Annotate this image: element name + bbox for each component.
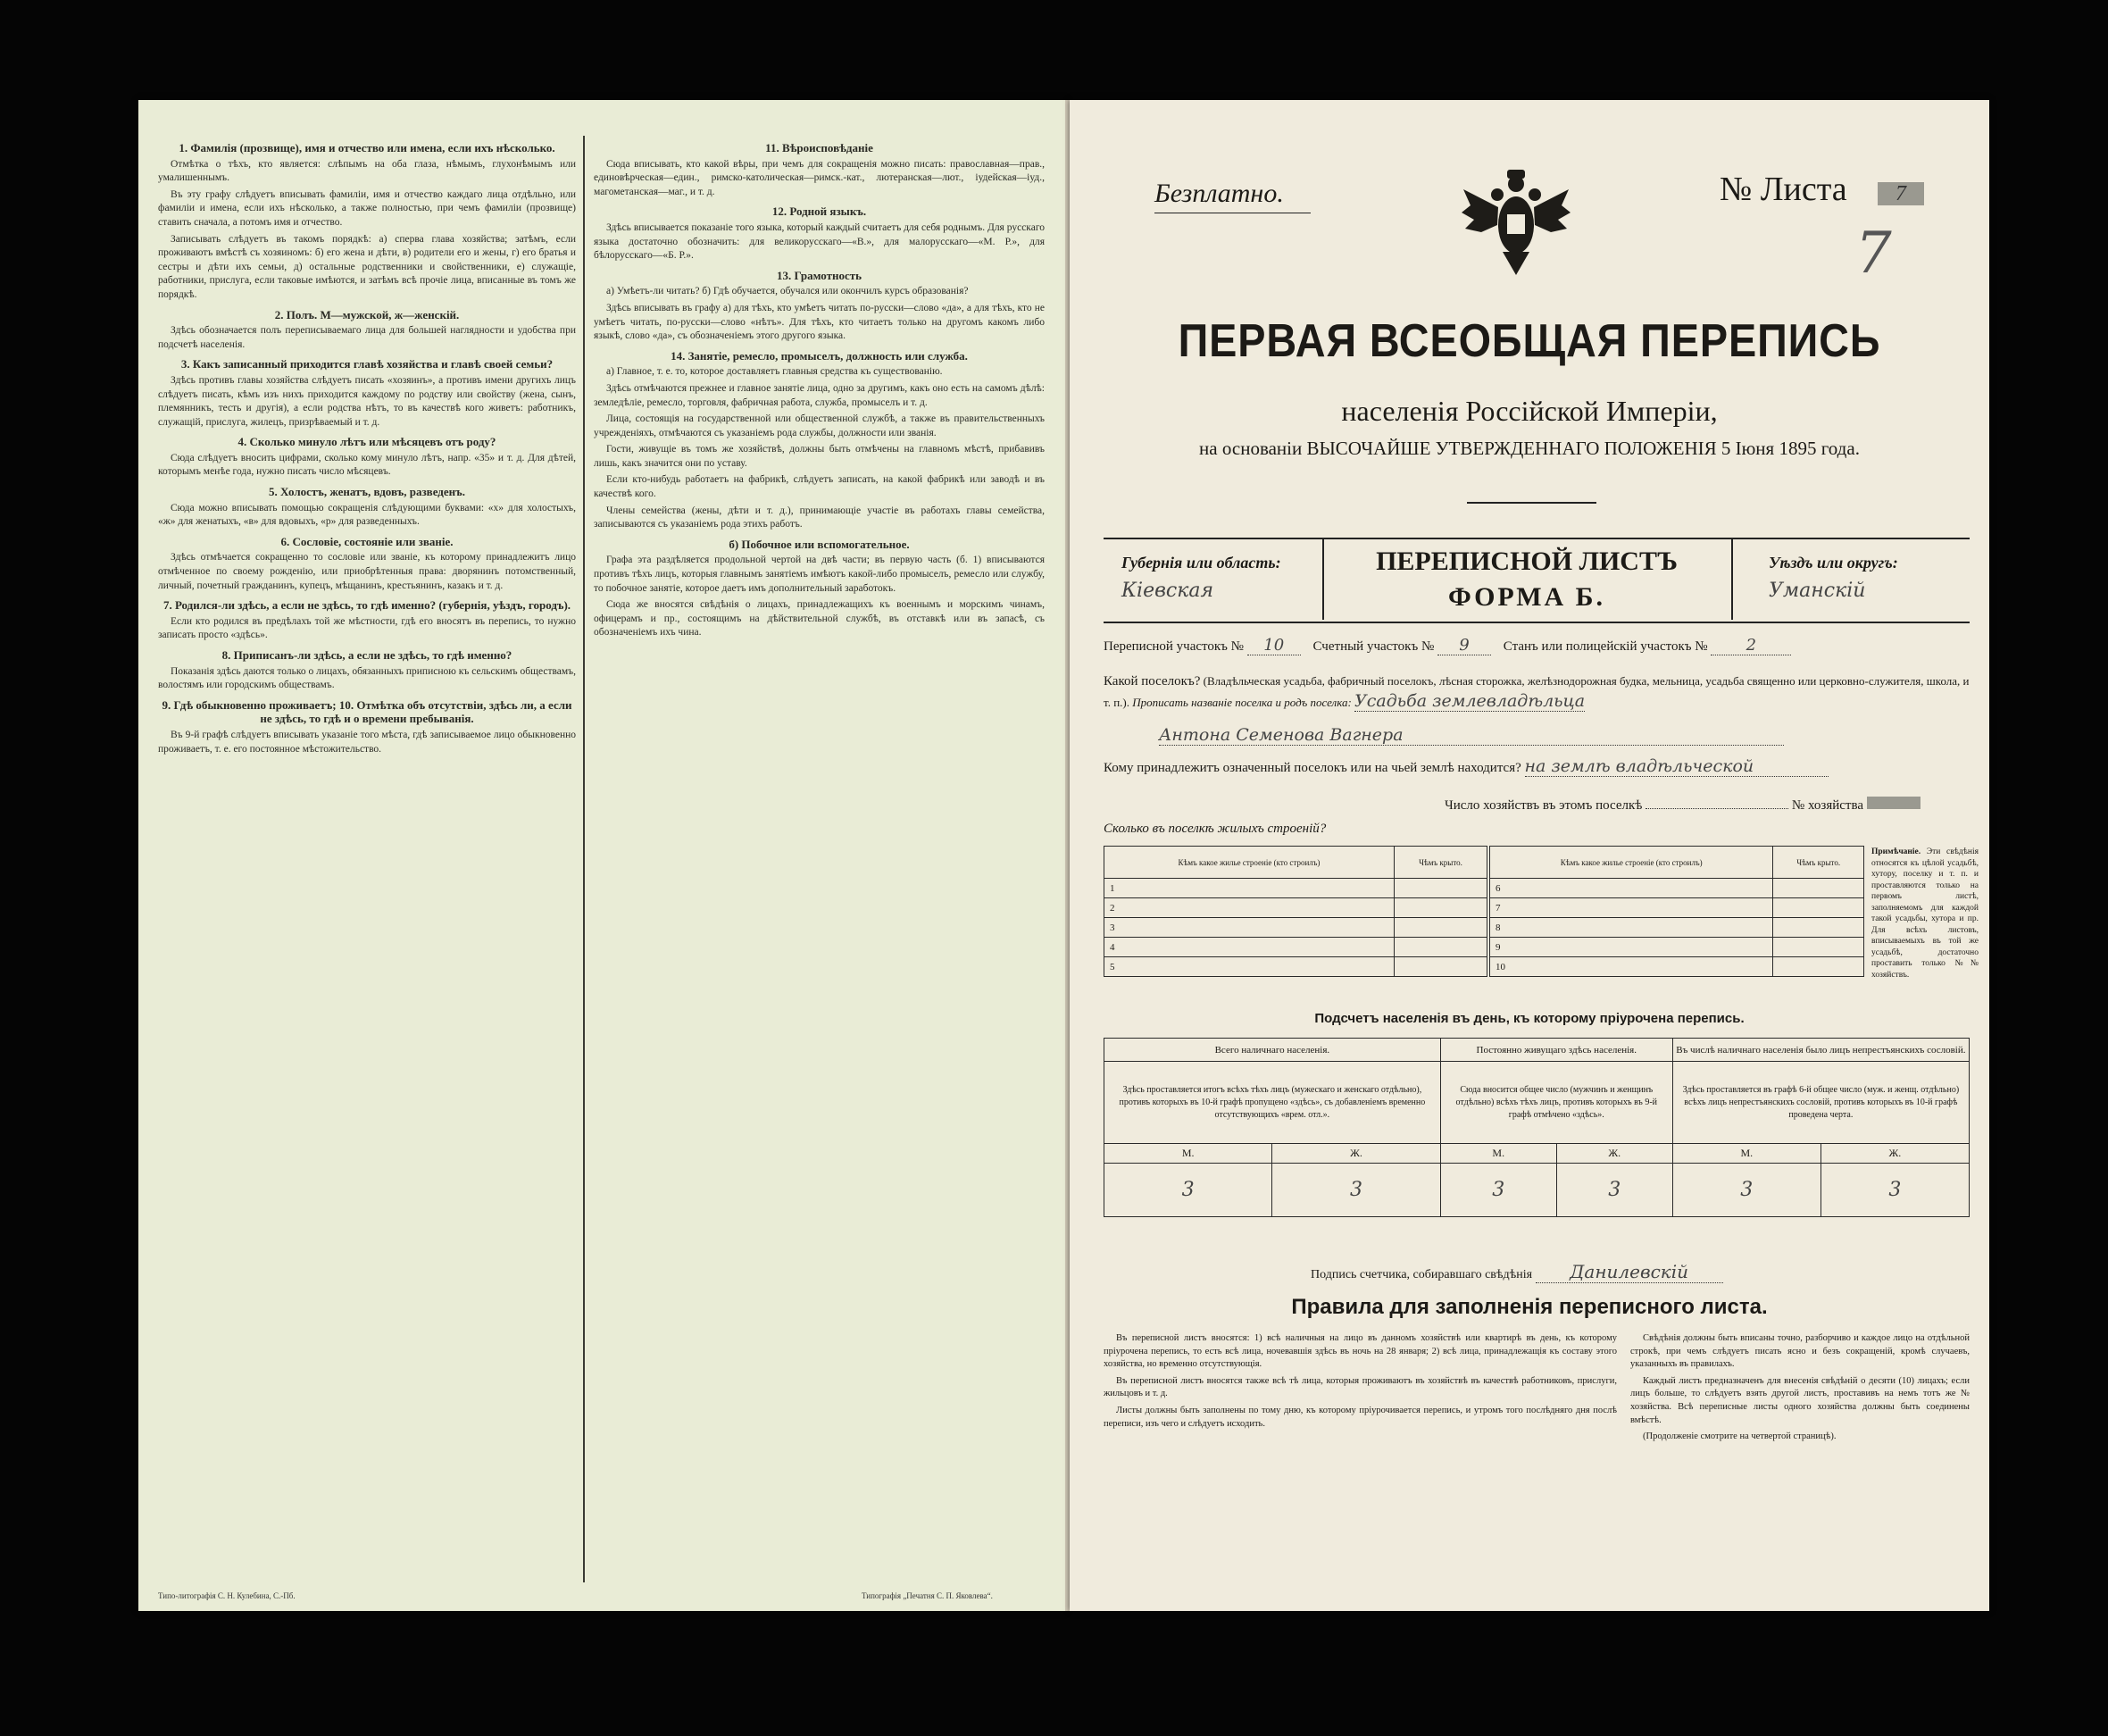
form-title: ПЕРЕПИСНОЙ ЛИСТЪ [1376,547,1678,576]
form-title-box [1322,538,1731,620]
instruction-paragraph: Здѣсь обозначается полъ переписываемаго лица для большей наглядности и удобства при подсчетѣ населенія. [158,325,576,350]
instruction-heading: 5. Холостъ, женатъ, вдовъ, разведенъ. [269,485,465,499]
buildings-row-num: 10 [1490,957,1773,977]
rules-title: Правила для заполненія переписного листа. [1291,1295,1768,1319]
column-divider [583,136,585,1582]
form-name: ФОРМА Б. [1447,582,1606,612]
uezd-label: Уѣздъ или округъ: [1769,554,1898,572]
instruction-heading: 13. Грамотность [776,268,862,282]
buildings-title: Сколько въ поселкѣ жилыхъ строеній? [1104,822,1327,836]
instruction-paragraph: Въ эту графу слѣдуетъ вписывать фамиліи, имя и отчество каждаго лица отдѣльно, или фамиліи и имена, если ихъ нѣсколько, а также полностью, при чемъ фамиліи (прозвище) ставить сначала, а потомъ имя и отчество. [158,188,576,228]
note-label: Примѣчаніе. [1871,847,1921,856]
buildings-row-num: 9 [1490,938,1773,957]
tally-zh-label: Ж. [1272,1144,1440,1164]
instructions-column-1 [158,136,576,759]
instruction-paragraph: Если кто-нибудь работаетъ на фабрикѣ, слѣдуетъ записать, на какой фабрикѣ или заводѣ и въ качествѣ кого. [594,474,1045,500]
instruction-heading: 3. Какъ записанный приходится главѣ хозяйства и главѣ своей семьи? [180,357,554,371]
buildings-row-num: 5 [1104,957,1395,977]
tally-value: 3 [1272,1164,1440,1217]
instruction-paragraph: Сюда же вносятся свѣдѣнія о лицахъ, принадлежащихъ къ военнымъ и морскимъ чинамъ, офицерамъ и пр., состоящимъ на дѣйствительной службѣ, въ отставкѣ или въ запасѣ, съ обозначеніемъ ихъ чина. [594,599,1045,638]
instruction-paragraph: Показанія здѣсь даются только о лицахъ, обязанныхъ приписною къ сельскимъ обществамъ, волостямъ или городскимъ обществамъ. [158,665,576,691]
buildings-row-num: 7 [1490,898,1773,918]
instruction-heading: 8. Приписанъ-ли здѣсь, а если не здѣсь, то гдѣ именно? [221,648,512,662]
owner-label: Кому принадлежитъ означенный поселокъ или на чьей землѣ находится? [1104,761,1521,775]
instruction-heading: 11. Вѣроисповѣданіе [765,141,873,154]
instructions-column-2 [594,136,1045,643]
tally-desc-nonpeasant: Здѣсь проставляется въ графѣ 6-й общее число (муж. и женщ. отдѣльно) всѣхъ лицъ непрестъянскихъ сословій, противъ которыхъ въ 10-й графѣ проведена черта. [1672,1062,1969,1144]
census-form-page [1070,100,1989,1611]
owner-value: на землѣ владѣльческой [1525,756,1829,777]
buildings-row-num: 4 [1104,938,1395,957]
instruction-paragraph: Здѣсь противъ главы хозяйства слѣдуетъ писать «хозяинъ», а противъ имени другихъ лицъ слѣдуетъ писать, кѣмъ изъ нихъ приходится каждому по родству или свойству (жена, сынъ, племянникъ, тесть и другія), а если родства нѣтъ, то въ качествѣ кого живетъ: работникъ, служащій, прислуга, жилецъ, призрѣваемый и т. д. [158,374,576,428]
instruction-paragraph: Въ 9-й графѣ слѣдуетъ вписывать указаніе того мѣста, гдѣ записываемое лицо обыкновенно проживаетъ, т. е. его постоянное мѣстожительство. [158,729,576,755]
tally-table [1104,1038,1970,1217]
buildings-row-num: 3 [1104,918,1395,938]
schetny-label: Счетный участокъ № [1312,639,1435,654]
rules-paragraph: Въ переписной листъ вносятся: 1) всѣ наличныя на лицо въ данномъ хозяйствѣ или квартирѣ въ день, къ которому пріурочена перепись, то есть всѣ лица, ночевавшія здѣсь въ ночь на 28 января; 2) всѣ лица, принадлежащія къ составу этого хозяйства, но временно отсутствующія. [1104,1333,1617,1370]
instruction-paragraph: Записывать слѣдуетъ въ такомъ порядкѣ: а) сперва глава хозяйства; затѣмъ, если проживаютъ вмѣстѣ съ хозяиномъ: б) его жена и дѣти, в) родители его и жены, г) его братья и сестры и дѣти ихъ семьи, д) остальные родственники и свойственники, е) служащіе, работники, прислуга, если таковые имѣются, и затѣмъ всѣ прочіе лица, вписанные въ томъ же порядкѣ. [158,233,576,300]
instruction-paragraph: Здѣсь вписывать въ графу а) для тѣхъ, кто умѣетъ читать по-русски—слово «да», а для тѣхъ, кто не умѣетъ читать, по-русски—слово «нѣтъ». Для тѣхъ, кто читаетъ только на другомъ какомъ либо языкѣ, слово «да», съ обозначеніемъ этого другого языка. [594,302,1045,342]
instruction-paragraph: Сюда можно вписывать помощью сокращенія слѣдующими буквами: «х» для холостыхъ, «ж» для женатыхъ, «в» для вдовыхъ, «р» для разведенныхъ. [158,502,576,528]
left-page-instructions [138,100,1067,1611]
buildings-row-num: 8 [1490,918,1773,938]
rules-paragraph: Каждый листъ предназначенъ для внесенія свѣдѣній о десяти (10) лицахъ; если лицъ больше, то слѣдуетъ взять другой листъ, проставивъ на немъ тотъ же № хозяйства. Всѣ переписные листы одного хозяйства должны быть соединены вмѣстѣ. [1630,1375,1970,1425]
uezd-value: Уманскій [1769,580,1866,602]
household-no-label: № хозяйства [1791,798,1864,813]
instruction-paragraph: Здѣсь вписывается показаніе того языка, который каждый считаетъ для себя роднымъ. Для русскаго языка достаточно обозначить: для великорусскаго—«В.», для малорусскаго—«М. Р.», для бѣлорусскаго—«Б. Р.». [594,221,1045,262]
tally-m-label: М. [1440,1144,1556,1164]
instruction-paragraph: а) Умѣетъ-ли читать? б) Гдѣ обучается, обучался или окончилъ курсъ образованія? [606,286,969,297]
instruction-paragraph: Графа эта раздѣляется продольной чертой на двѣ части; въ первую часть (б. 1) вписываются противъ тѣхъ лицъ, которыя главнымъ занятіемъ имѣютъ какой-либо промыселъ, ремесло или службу, то побочное занятіе, которое даетъ имъ дополнительный заработокъ. [594,555,1045,594]
note-text: Эти свѣдѣнія относятся къ цѣлой усадьбѣ, хутору, поселку и т. п. и проставляются только на первомъ листѣ, заполняемомъ для каждой такой усадьбы, хутора и пр. Для всѣхъ листовъ, вписываемыхъ въ той же усадьбѣ, достаточно проставить только №№ хозяйствъ. [1871,847,1979,980]
rules-paragraph: (Продолженіе смотрите на четвертой страницѣ). [1643,1431,1837,1442]
tally-value: 3 [1104,1164,1272,1217]
instruction-paragraph: Здѣсь отмѣчаются прежнее и главное занятіе лица, одно за другимъ, какъ оно есть на самомъ дѣлѣ: земледѣліе, ремесло, торговля, фабричная работа, служба, промыселъ и т. д. [594,382,1045,408]
instruction-paragraph: а) Главное, т. е. то, которое доставляетъ главныя средства къ существованію. [606,366,943,378]
gubernia-label: Губернія или область: [1121,554,1281,572]
tally-m-label: М. [1672,1144,1821,1164]
signature-label: Подпись счетчика, собиравшаго свѣдѣнія [1311,1268,1533,1281]
imperial-eagle-emblem [1458,163,1574,279]
sheet-number-label: № Листа [1720,171,1847,208]
rules-column-1 [1104,1332,1617,1434]
stan-label: Станъ или полицейскій участокъ № [1503,639,1708,654]
buildings-table-right [1489,846,1864,977]
buildings-row-num: 6 [1490,879,1773,898]
buildings-row-num: 1 [1104,879,1395,898]
settlement-block [1104,672,1970,713]
instruction-heading: 4. Сколько минуло лѣтъ или мѣсяцевъ отъ роду? [237,435,496,449]
instruction-heading: 12. Родной языкъ. [771,204,867,219]
rules-paragraph: Свѣдѣнія должны быть вписаны точно, разборчиво и каждое лицо на отдѣльной строкѣ, при чемъ слѣдуетъ писать ясно и безъ сокращеній, кромѣ случаевъ, указанныхъ въ правилахъ. [1630,1333,1970,1370]
gubernia-box [1104,538,1324,620]
instruction-heading: 7. Родился-ли здѣсь, а если не здѣсь, то гдѣ именно? (губернія, уѣздъ, городъ). [162,598,571,613]
uchastok-label: Переписной участокъ № [1104,639,1244,654]
instruction-paragraph: Лица, состоящія на государственной или общественной службѣ, а также въ правительственныхъ учрежденіяхъ, отмѣчаются съ указаніемъ рода службы, должности или званія. [594,413,1045,438]
instruction-paragraph: Отмѣтка о тѣхъ, кто является: слѣпымъ на оба глаза, нѣмымъ, глухонѣмымъ или умалишеннымъ. [158,158,576,184]
free-label: Безплатно. [1154,179,1284,208]
owner-line [1104,756,1970,777]
instruction-paragraph: Сюда слѣдуетъ вносить цифрами, сколько кому минуло лѣтъ, напр. «35» и т. д. Для дѣтей, которымъ менѣе года, нужно писать число мѣсяцевъ. [158,452,576,478]
buildings-head-c: Кѣмъ какое жилье строеніе (кто строилъ) [1490,847,1773,879]
posyolok-hint: (Владѣльческая усадьба, фабричный поселокъ, лѣсная сторожка, желѣзнодорожная будка, мельница, усадьба священно или церковно-служителя, школа, и т. п.). [1104,674,1970,709]
posyolok-hint2: Прописать названіе поселка и родъ поселка: [1132,696,1352,709]
posyolok-value: Усадьба землевладѣльца [1354,691,1586,711]
tally-zh-label: Ж. [1556,1144,1672,1164]
tally-head-total: Всего наличнаго населенія. [1104,1039,1441,1062]
instruction-heading: 9. Гдѣ обыкновенно проживаетъ; 10. Отмѣтка объ отсутствіи, здѣсь ли, а если не здѣсь, то гдѣ и о времени пребыванія. [162,697,572,726]
uchastok-value: 10 [1247,636,1301,655]
schetny-value: 9 [1437,636,1491,655]
buildings-table-left [1104,846,1487,977]
printer-imprint-right: Типографія „Печатня С. П. Яковлева“. [862,1591,993,1600]
posyolok-label: Какой поселокъ? [1104,674,1201,689]
households-line [1445,797,1971,814]
instruction-paragraph: Здѣсь отмѣчается сокращенно то сословіе или званіе, къ которому принадлежитъ лицо отмѣченное по своему рожденію, или приобрѣтенныя права: дворянинъ потомственный, личный, почетный гражданинъ, купецъ, мѣщанинъ, крестьянинъ, казакъ и т. д. [158,552,576,591]
tally-value: 3 [1440,1164,1556,1217]
buildings-note [1871,847,1979,981]
stan-value: 2 [1711,636,1791,655]
buildings-row-num: 2 [1104,898,1395,918]
tally-value: 3 [1821,1164,1969,1217]
precinct-line [1104,636,1970,655]
signature-line [1311,1261,1723,1283]
rules-column-2 [1630,1332,1970,1448]
households-value-field [1646,808,1788,809]
instruction-heading: б) Побочное или вспомогательное. [729,537,910,551]
signature-value: Данилевскій [1536,1261,1723,1283]
tally-desc-permanent: Сюда вносится общее число (мужчинъ и женщинъ отдѣльно) всѣхъ тѣхъ лицъ, противъ которыхъ въ 9-й графѣ отмѣчено «здѣсь». [1440,1062,1672,1144]
form-subtitle: населенія Россійской Имперіи, [1341,395,1718,427]
tally-value: 3 [1556,1164,1672,1217]
uezd-box [1731,538,1971,620]
instruction-paragraph: Если кто родился въ предѣлахъ той же мѣстности, гдѣ его вносятъ въ перепись, то нужно записать просто «здѣсь». [158,615,576,641]
tally-head-permanent: Постоянно живущаго здѣсь населенія. [1440,1039,1672,1062]
buildings-head-a: Кѣмъ какое жилье строеніе (кто строилъ) [1104,847,1395,879]
title-rule [1467,502,1596,504]
instruction-paragraph: Гости, живущіе въ томъ же хозяйствѣ, должны быть отмѣчены на главномъ мѣстѣ, прибавивъ лишь, какъ значится они по уставу. [594,444,1045,469]
tally-head-nonpeasant: Въ числѣ наличнаго населенія было лицъ непрестъянскихъ сословій. [1672,1039,1969,1062]
sheet-number-value: 7 [1878,182,1924,205]
tally-value: 3 [1672,1164,1821,1217]
rules-paragraph: Листы должны быть заполнены по тому дню, къ которому пріурочивается перепись, и утромъ того послѣдняго дня послѣ переписи, изъ чего и слѣдуетъ исходить. [1104,1405,1617,1429]
rules-paragraph: Въ переписной листъ вносятся также всѣ тѣ лица, которыя проживаютъ въ хозяйствѣ въ качествѣ работниковъ, прислуги, жильцовъ и т. д. [1104,1375,1617,1399]
form-main-title: ПЕРВАЯ ВСЕОБЩАЯ ПЕРЕПИСЬ [1178,315,1881,367]
instruction-paragraph: Сюда вписывать, кто какой вѣры, при чемъ для сокращенія можно писать: православная—прав., единовѣрческая—един., римско-католическая—римск.-кат., лютеранская—лют., іудейская—іуд., магометанская—маг., и т. д. [594,158,1045,197]
tally-zh-label: Ж. [1821,1144,1969,1164]
household-no-stamp [1867,797,1921,809]
instruction-heading: 2. Полъ. М—мужской, ж—женскій. [274,307,460,321]
tally-desc-total: Здѣсь проставляется итогъ всѣхъ тѣхъ лицъ (мужескаго и женскаго отдѣльно), противъ которыхъ въ 10-й графѣ пропущено «здѣсь», съ добавленіемъ временно отсутствующихъ «врем. отл.». [1104,1062,1441,1144]
sheet-number-handwritten: 7 [1855,221,1892,287]
instruction-heading: 14. Занятіе, ремесло, промыселъ, должность или служба. [671,348,968,363]
instruction-heading: 6. Сословіе, состояніе или званіе. [280,534,454,548]
tally-title: Подсчетъ населенія въ день, къ которому пріурочена перепись. [1314,1011,1745,1026]
form-legal-basis: на основаніи ВЫСОЧАЙШЕ УТВЕРЖДЕННАГО ПОЛОЖЕНІЯ 5 Іюня 1895 года. [1199,438,1860,459]
buildings-head-d: Чѣмъ крыто. [1773,847,1864,879]
tally-m-label: М. [1104,1144,1272,1164]
printer-imprint-left: Типо-литографія С. Н. Кулебина, С.-Пб. [158,1591,296,1600]
instruction-heading: 1. Фамилія (прозвище), имя и отчество или имена, если ихъ нѣсколько. [179,141,555,154]
gubernia-value: Кіевская [1121,580,1214,602]
instruction-paragraph: Члены семейства (жены, дѣти и т. д.), принимающіе участіе въ работахъ главы семейства, записываются съ указаніемъ рода этихъ работъ. [594,505,1045,530]
posyolok-value-2: Антона Семенова Вагнера [1159,725,1784,746]
buildings-head-b: Чѣмъ крыто. [1394,847,1487,879]
households-label: Число хозяйствъ въ этомъ поселкѣ [1445,798,1643,813]
